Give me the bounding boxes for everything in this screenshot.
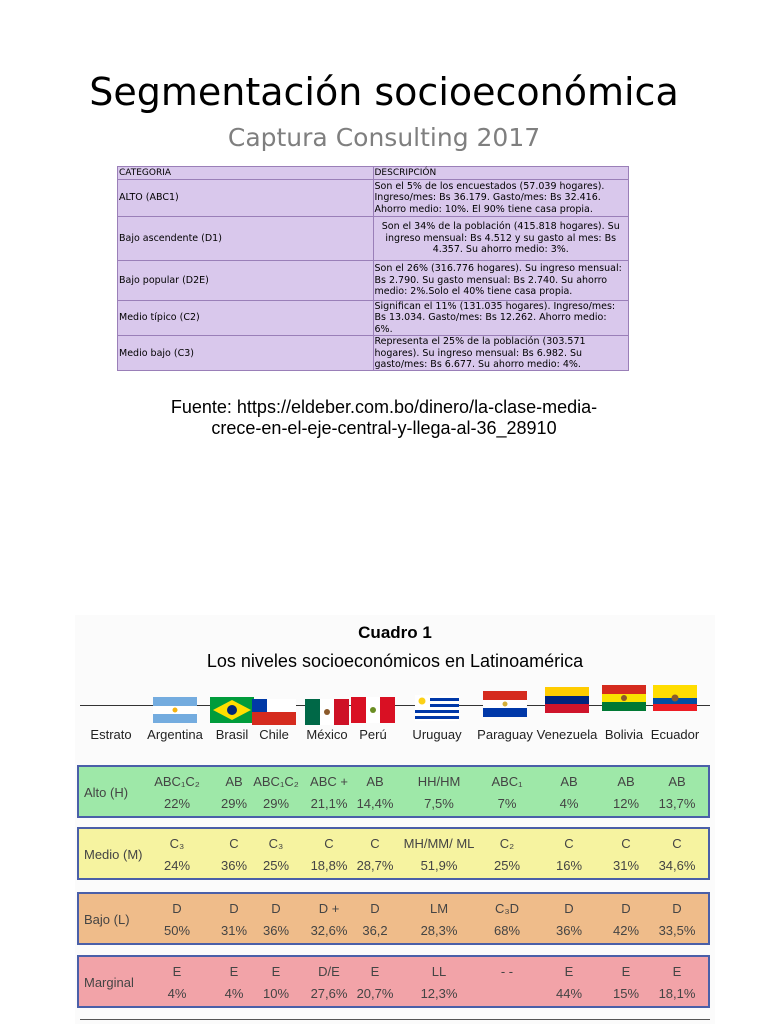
stratum-code: AB [617, 774, 635, 789]
stratum-cell [164, 898, 190, 942]
stratum-percentage: 12% [612, 796, 640, 811]
stratum-code: D [564, 901, 574, 916]
stratum-cell [164, 833, 190, 877]
stratum-percentage: 14,4% [356, 796, 394, 811]
stratum-cell [404, 833, 475, 877]
stratum-code: ABC₁ [491, 774, 523, 789]
divider [80, 1019, 710, 1020]
country-header: Uruguay [412, 727, 462, 742]
stratum-code: LL [431, 964, 447, 979]
figure-subtitle: Los niveles socioeconómicos en Latinoamérica [206, 651, 584, 671]
table-row [118, 336, 629, 371]
stratum-cell [357, 961, 394, 1005]
stratum-cell [225, 961, 244, 1005]
stratum-percentage: 16% [555, 858, 583, 873]
table-row [118, 301, 629, 336]
stratum-percentage: 24% [163, 858, 191, 873]
peru-flag-icon [351, 697, 395, 723]
stratum-cell [310, 771, 348, 815]
bolivia-flag-icon [602, 685, 646, 711]
stratum-code: C₃ [268, 836, 284, 851]
source-line-2: crece-en-el-eje-central-y-llega-al-36_28910 [211, 418, 557, 438]
ecuador-flag-icon [653, 685, 697, 711]
table-row [118, 180, 629, 217]
stratum-percentage: 18,1% [658, 986, 696, 1001]
argentina-flag-icon [153, 697, 197, 723]
category-cell: Medio típico (C2) [118, 301, 374, 336]
stratum-cell [357, 771, 394, 815]
stratum-code: C [621, 836, 631, 851]
stratum-code: C [229, 836, 239, 851]
stratum-code: E [229, 964, 239, 979]
stratum-cell [501, 961, 513, 983]
slide-title: Segmentación socioeconómica [89, 70, 679, 114]
stratum-code: C [564, 836, 574, 851]
stratum-code: ABC₁C₂ [253, 774, 299, 789]
stratum-code: AB [225, 774, 243, 789]
stratum-cell [421, 898, 458, 942]
stratum-label: Alto (H) [84, 785, 129, 800]
stratum-code: D [621, 901, 631, 916]
stratum-percentage: 7,5% [424, 796, 454, 811]
category-cell: Medio bajo (C3) [118, 336, 374, 371]
stratum-cell [311, 833, 348, 877]
stratum-percentage: 28,3% [420, 923, 458, 938]
country-header: México [306, 727, 348, 742]
category-cell: Bajo ascendente (D1) [118, 217, 374, 261]
stratum-cell [221, 898, 247, 942]
stratum-cell [263, 961, 289, 1005]
stratum-percentage: 13,7% [658, 796, 696, 811]
stratum-percentage: 31% [220, 923, 248, 938]
description-cell: Representa el 25% de la población (303.571 hogares). Su ingreso mensual: Bs 6.982. Su gasto/mes: Bs 6.677. Su ahorro medio: 4%. [373, 336, 629, 371]
stratum-cell [659, 771, 696, 815]
table-row [118, 261, 629, 301]
brazil-flag-icon [210, 697, 254, 723]
stratum-cell [494, 898, 520, 942]
stratum-percentage: 29% [220, 796, 248, 811]
column-header-category: CATEGORIA [118, 167, 374, 180]
stratum-cell [311, 898, 348, 942]
column-header-description: DESCRIPCIÓN [373, 167, 629, 180]
stratum-code: AB [560, 774, 578, 789]
stratum-code: D + [318, 901, 340, 916]
stratum-code: E [172, 964, 182, 979]
stratum-code: D [271, 901, 281, 916]
stratum-percentage: 22% [163, 796, 191, 811]
estrato-header: Estrato [90, 727, 132, 742]
country-header: Venezuela [536, 727, 598, 742]
stratum-percentage: 33,5% [658, 923, 696, 938]
table-row [118, 217, 629, 261]
stratum-cell [613, 771, 639, 815]
category-cell: ALTO (ABC1) [118, 180, 374, 217]
stratum-cell [659, 898, 696, 942]
stratum-percentage: 51,9% [420, 858, 458, 873]
stratum-label: Medio (M) [84, 847, 143, 862]
stratum-cell [253, 771, 299, 815]
chile-flag-icon [252, 699, 296, 725]
stratum-cell [494, 833, 520, 877]
stratum-percentage: 50% [163, 923, 191, 938]
stratum-percentage: 36% [262, 923, 290, 938]
source-citation [0, 397, 768, 439]
stratum-cell [154, 771, 200, 815]
stratum-cell [263, 898, 289, 942]
stratum-code: E [672, 964, 682, 979]
socioeconomic-levels-figure [75, 615, 715, 1024]
stratum-label: Bajo (L) [84, 912, 130, 927]
stratum-percentage: 36% [220, 858, 248, 873]
country-header: Bolivia [604, 727, 644, 742]
stratum-cell [357, 833, 394, 877]
stratum-percentage: 29% [262, 796, 290, 811]
stratum-percentage: 20,7% [356, 986, 394, 1001]
stratum-cell [418, 771, 461, 815]
stratum-cell [659, 961, 696, 1005]
stratum-cell [168, 961, 187, 1005]
stratum-band [77, 827, 710, 880]
country-header: Chile [259, 727, 289, 742]
stratum-percentage: 42% [612, 923, 640, 938]
stratum-percentage: 7% [497, 796, 517, 811]
stratum-percentage: 15% [612, 986, 640, 1001]
stratum-code: D [672, 901, 682, 916]
stratum-cell [263, 833, 289, 877]
stratum-percentage: 34,6% [658, 858, 696, 873]
stratum-code: HH/HM [417, 774, 461, 789]
description-cell: Son el 34% de la población (415.818 hogares). Su ingreso mensual: Bs 4.512 y su gasto al mes: Bs 4.357. Su ahorro medio: 3%. [373, 217, 629, 261]
stratum-code: C₂ [499, 836, 515, 851]
stratum-percentage: 28,7% [356, 858, 394, 873]
stratum-percentage: 44% [555, 986, 583, 1001]
stratum-percentage: 27,6% [310, 986, 348, 1001]
stratum-percentage: 4% [224, 986, 244, 1001]
stratum-code: - - [500, 964, 514, 979]
stratum-code: D [370, 901, 380, 916]
stratum-code: D [229, 901, 239, 916]
stratum-code: AB [366, 774, 384, 789]
stratum-cell [560, 771, 579, 815]
figure-title: Cuadro 1 [358, 623, 432, 642]
stratum-code: C₃D [494, 901, 520, 916]
stratum-cell [613, 833, 639, 877]
description-cell: Son el 5% de los encuestados (57.039 hogares). Ingreso/mes: Bs 36.179. Gasto/mes: Bs 32.416. Ahorro medio: 10%. El 90% tiene casa propia. [373, 180, 629, 217]
stratum-code: E [564, 964, 574, 979]
stratum-band [77, 892, 710, 945]
stratum-code: ABC + [310, 774, 348, 789]
stratum-code: E [370, 964, 380, 979]
stratum-percentage: 25% [262, 858, 290, 873]
stratum-code: MH/MM/ ML [403, 836, 475, 851]
stratum-cell [613, 898, 639, 942]
stratum-percentage: 32,6% [310, 923, 348, 938]
segmentation-table [117, 166, 629, 371]
stratum-code: D/E [318, 964, 340, 979]
stratum-code: D [172, 901, 182, 916]
stratum-cell [556, 833, 582, 877]
stratum-percentage: 68% [493, 923, 521, 938]
country-header: Brasil [215, 727, 249, 742]
table-header-row [118, 167, 629, 180]
stratum-code: E [271, 964, 281, 979]
uruguay-flag-icon [415, 695, 459, 721]
country-header: Ecuador [650, 727, 700, 742]
stratum-label: Marginal [84, 975, 134, 990]
stratum-percentage: 21,1% [310, 796, 348, 811]
stratum-percentage: 25% [493, 858, 521, 873]
country-header: Paraguay [477, 727, 533, 742]
description-cell: Significan el 11% (131.035 hogares). Ingreso/mes: Bs 13.034. Gasto/mes: Bs 12.262. Ahorro medio: 6%. [373, 301, 629, 336]
stratum-cell [221, 771, 247, 815]
stratum-percentage: 12,3% [420, 986, 458, 1001]
stratum-percentage: 10% [262, 986, 290, 1001]
stratum-band [77, 765, 710, 818]
stratum-cell [613, 961, 639, 1005]
stratum-cell [421, 961, 458, 1005]
stratum-percentage: 4% [167, 986, 187, 1001]
stratum-cell [556, 961, 582, 1005]
description-cell: Son el 26% (316.776 hogares). Su ingreso mensual: Bs 2.790. Su gasto mensual: Bs 2.740. Su ahorro medio: 2%.Solo el 40% tiene casa propia. [373, 261, 629, 301]
country-header: Argentina [147, 727, 203, 742]
stratum-band [77, 955, 710, 1008]
stratum-cell [362, 898, 387, 942]
stratum-percentage: 36% [555, 923, 583, 938]
stratum-percentage: 4% [559, 796, 579, 811]
category-cell: Bajo popular (D2E) [118, 261, 374, 301]
stratum-code: ABC₁C₂ [154, 774, 200, 789]
stratum-percentage: 36,2 [362, 923, 388, 938]
mexico-flag-icon [305, 699, 349, 725]
stratum-percentage: 31% [612, 858, 640, 873]
stratum-code: LM [429, 901, 449, 916]
stratum-code: C [324, 836, 334, 851]
stratum-cell [491, 771, 522, 815]
source-line-1: Fuente: https://eldeber.com.bo/dinero/la-clase-media- [170, 397, 598, 417]
stratum-cell [556, 898, 582, 942]
stratum-code: E [621, 964, 631, 979]
stratum-code: AB [668, 774, 686, 789]
stratum-percentage: 18,8% [310, 858, 348, 873]
stratum-cell [659, 833, 696, 877]
stratum-code: C [672, 836, 682, 851]
stratum-cell [221, 833, 247, 877]
venezuela-flag-icon [545, 687, 589, 713]
country-header: Perú [359, 727, 387, 742]
stratum-code: C [370, 836, 380, 851]
paraguay-flag-icon [483, 691, 527, 717]
stratum-cell [311, 961, 348, 1005]
stratum-code: C₃ [169, 836, 185, 851]
slide-subtitle: Captura Consulting 2017 [227, 123, 541, 152]
